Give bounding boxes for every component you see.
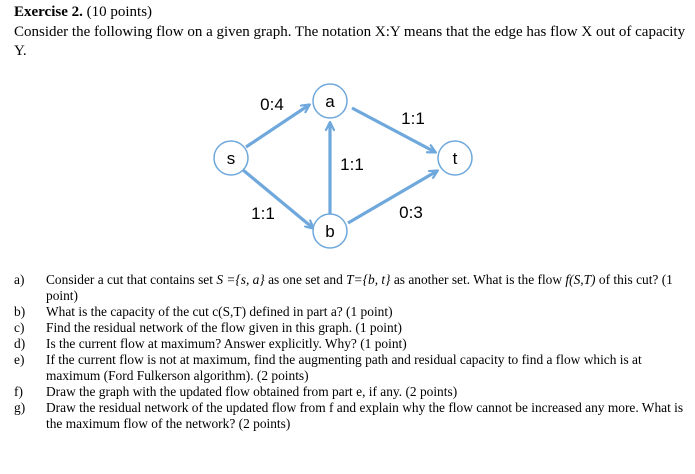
node-b bbox=[313, 214, 347, 248]
question-item bbox=[14, 304, 689, 320]
question-text: Find the residual network of the flow given in this graph. (1 point) bbox=[46, 320, 402, 335]
question-item bbox=[14, 272, 689, 304]
question-text: Draw the graph with the updated flow obtained from part e, if any. (2 points) bbox=[46, 384, 458, 399]
question-item bbox=[14, 320, 689, 336]
question-letter: c) bbox=[14, 320, 25, 335]
node-t-label: t bbox=[452, 149, 458, 168]
question-letter: d) bbox=[14, 336, 26, 351]
question-letter: a) bbox=[14, 272, 25, 287]
node-a bbox=[313, 84, 347, 118]
node-a-label: a bbox=[325, 92, 335, 111]
edge-b-t-label: 0:3 bbox=[399, 203, 423, 222]
question-letter: b) bbox=[14, 304, 26, 319]
question-text: If the current flow is not at maximum, find the augmenting path and residual capacity to find a flow which is at maximum (Ford Fulkerson algorithm). (2 points) bbox=[46, 352, 642, 383]
question-text: Is the current flow at maximum? Answer explicitly. Why? (1 point) bbox=[46, 336, 407, 351]
edge-s-a-label: 0:4 bbox=[260, 95, 284, 114]
question-text: Consider a cut that contains set S ={s, a} as one set and T={b, t} as another set. What is the flow f(S,T) of this cut? (1 point) bbox=[46, 272, 673, 303]
question-item bbox=[14, 336, 689, 352]
question-list bbox=[14, 272, 689, 432]
question-letter: g) bbox=[14, 400, 26, 415]
node-s bbox=[214, 141, 248, 175]
edge-s-b-label: 1:1 bbox=[251, 204, 275, 223]
exercise-title: Exercise 2. bbox=[14, 4, 83, 20]
node-t bbox=[438, 141, 472, 175]
question-text: What is the capacity of the cut c(S,T) defined in part a? (1 point) bbox=[46, 304, 393, 319]
edge-b-t bbox=[348, 171, 437, 223]
exercise-points: (10 points) bbox=[86, 4, 153, 20]
question-letter: e) bbox=[14, 352, 25, 367]
question-item bbox=[14, 352, 689, 384]
question-item bbox=[14, 400, 689, 432]
question-text: Draw the residual network of the updated flow from f and explain why the flow cannot be increased any more. What is the maximum flow of the network? (2 points) bbox=[46, 400, 684, 431]
question-item bbox=[14, 384, 689, 400]
edge-a-t-label: 1:1 bbox=[401, 109, 425, 128]
question-letter: f) bbox=[14, 384, 23, 399]
node-s-label: s bbox=[226, 149, 236, 168]
edge-b-a-label: 1:1 bbox=[340, 155, 364, 174]
exercise-intro: Consider the following flow on a given graph. The notation X:Y means that the edge has flow X out of capacity Y. bbox=[14, 24, 686, 59]
node-b-label: b bbox=[325, 222, 335, 241]
